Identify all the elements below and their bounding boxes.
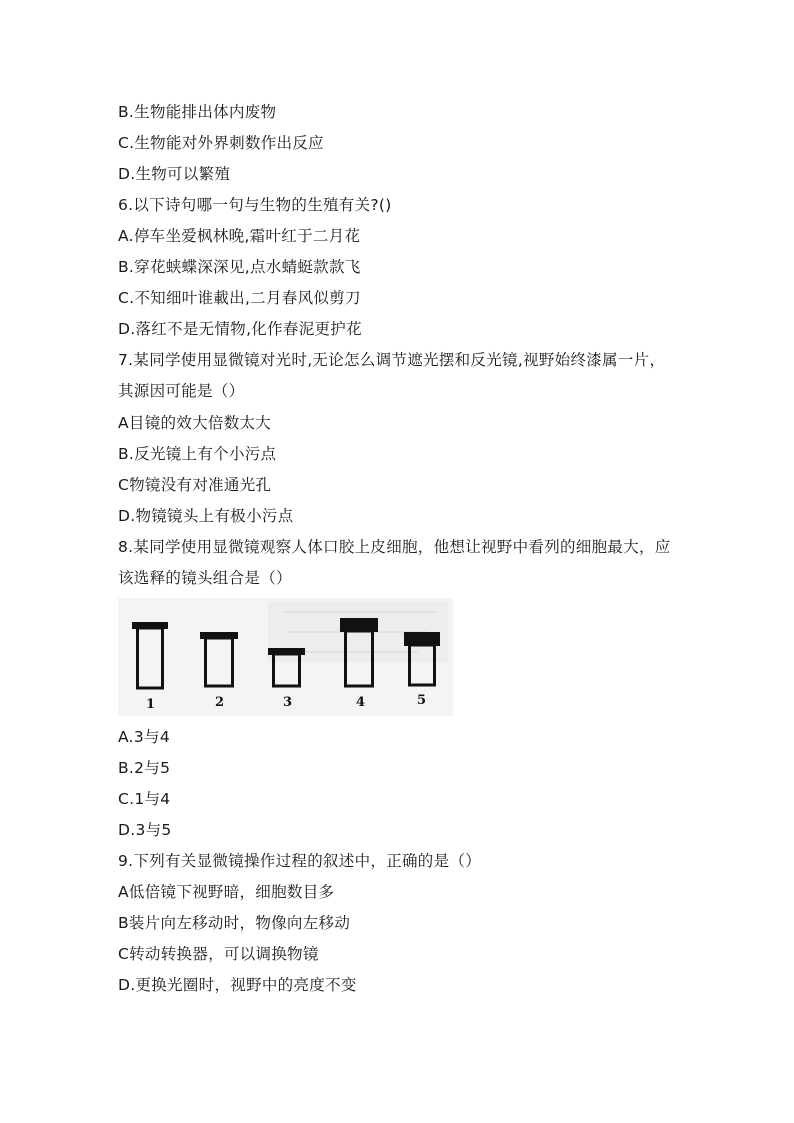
lens-label-2: 2	[215, 695, 225, 710]
option-8a: A.3与4	[118, 728, 170, 746]
option-6c: C.不知细叶谁載出,二月春风似剪刀	[118, 289, 361, 307]
lens-label-3: 3	[283, 695, 293, 710]
option-7d: D.物镜镜头上有极小污点	[118, 507, 294, 525]
option-8d: D.3与5	[118, 821, 172, 839]
option-7c: C物镜没有对准通光孔	[118, 476, 272, 494]
question-8: 8.某同学使用显微镜观察人体口胶上皮细胞，他想让视野中看列的细胞最大，应	[118, 538, 671, 556]
option-7a: A目镜的效大倍数太大	[118, 414, 272, 432]
option-6d: D.落红不是无情物,化作春泥更护花	[118, 320, 362, 338]
question-8-cont: 该选释的镜头组合是（）	[118, 569, 292, 587]
lens-figure	[118, 598, 453, 716]
option-6a: A.停车坐爱枫林晚,霜叶红于二月花	[118, 227, 361, 245]
lens-label-1: 1	[146, 697, 156, 712]
lens-label-5: 5	[417, 693, 427, 708]
question-7-cont: 其源因可能是（）	[118, 382, 245, 400]
text-line: B.生物能排出体内废物	[118, 103, 277, 121]
option-7b: B.反光镜上有个小污点	[118, 445, 277, 463]
option-9a: A低倍镜下视野暗，细胞数目多	[118, 883, 335, 901]
question-9: 9.下列有关显微镜操作过程的叙述中，正确的是（）	[118, 852, 481, 870]
text-line: C.生物能对外界刺数作出反应	[118, 134, 324, 152]
option-9c: C转动转换器，可以调换物镜	[118, 945, 319, 963]
question-7: 7.某同学使用显微镜对光时,无论怎么调节遮光摆和反光镜,视野始终漆属一片，	[118, 351, 666, 369]
option-8c: C.1与4	[118, 790, 171, 808]
question-6: 6.以下诗句哪一句与生物的生殖有关?()	[118, 196, 392, 214]
lens-label-4: 4	[356, 695, 366, 710]
lens-figure-svg	[118, 598, 453, 716]
text-line: D.生物可以繁殖	[118, 165, 231, 183]
option-6b: B.穿花蛱蝶深深见,点水蜻蜓款款飞	[118, 258, 361, 276]
option-8b: B.2与5	[118, 759, 171, 777]
option-9d: D.更换光圈时，视野中的亮度不变	[118, 976, 357, 994]
option-9b: B装片向左移动时，物像向左移动	[118, 914, 351, 932]
